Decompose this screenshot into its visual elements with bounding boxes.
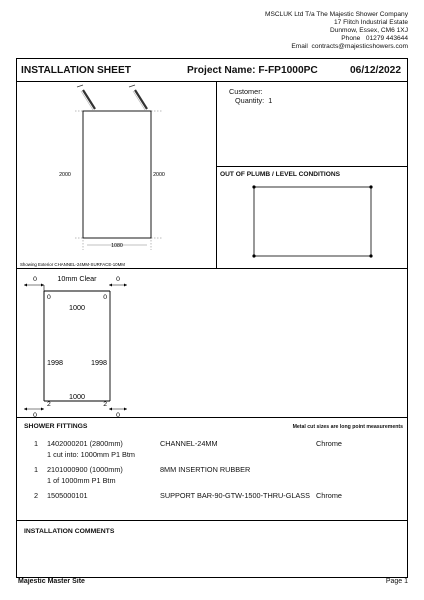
plumb-conditions-box <box>217 167 407 269</box>
fittings-title: SHOWER FITTINGS <box>24 423 88 430</box>
fitting-sub: 1 of 1000mm P1 Btm <box>47 476 116 485</box>
panel-height-right: 2000 <box>153 172 165 178</box>
arrow-head <box>109 408 112 411</box>
company-phone <box>265 35 408 43</box>
quantity-value: 1 <box>268 96 273 105</box>
fitting-qty: 2 <box>34 491 39 500</box>
company-details <box>265 11 408 51</box>
project-name: Project Name: F-FP1000PC <box>187 65 318 76</box>
footer-page: Page 1 <box>385 578 408 585</box>
fitting-qty: 1 <box>34 439 39 448</box>
sheet-title: INSTALLATION SHEET <box>21 65 131 76</box>
cut-inner-bottom-right: 2 <box>103 401 107 408</box>
plumb-corner-point <box>369 185 372 188</box>
fitting-qty: 1 <box>34 465 39 474</box>
fitting-desc: 8MM INSERTION RUBBER <box>160 465 251 474</box>
plumb-corner-point <box>252 185 255 188</box>
email-label: Email <box>291 43 308 50</box>
page-footer <box>18 578 408 590</box>
cut-top-left: 0 <box>33 276 37 283</box>
fitting-code: 2101000900 (1000mm) <box>47 465 123 474</box>
fitting-code: 1402000201 (2800mm) <box>47 439 123 448</box>
company-address-1: 17 Flitch Industrial Estate <box>333 19 408 26</box>
cut-diagram <box>17 269 407 418</box>
cut-right-height: 1998 <box>91 358 107 367</box>
comments-title: INSTALLATION COMMENTS <box>24 528 115 535</box>
cut-left-height: 1998 <box>47 358 63 367</box>
support-bar-icon <box>129 85 147 110</box>
fitting-sub: 1 cut into: 1000mm P1 Btm <box>47 450 136 459</box>
arrow-head <box>124 408 127 411</box>
plumb-outline <box>254 187 371 256</box>
support-bar-icon <box>77 85 95 110</box>
fitting-finish: Chrome <box>316 491 342 500</box>
drawing-caption: Showing Exterior CHANNEL-24MM-SURFACE-10MM <box>20 262 125 267</box>
arrow-head <box>24 408 27 411</box>
sheet-header <box>17 59 407 82</box>
cut-bottom-left: 0 <box>33 412 37 418</box>
plumb-title: OUT OF PLUMB / LEVEL CONDITIONS <box>220 171 341 178</box>
fitting-finish: Chrome <box>316 439 342 448</box>
cut-clear-label: 10mm Clear <box>57 274 97 283</box>
glass-panel-outline <box>83 111 151 238</box>
quantity-label: Quantity: <box>235 96 265 105</box>
cut-inner-top-right: 0 <box>103 294 107 301</box>
sheet-date: 06/12/2022 <box>350 65 401 76</box>
plumb-corner-point <box>369 254 372 257</box>
company-name: MSCLUK Ltd T/a The Majestic Shower Company <box>264 11 408 18</box>
email-link[interactable]: contracts@majesticshowers.com <box>311 43 408 50</box>
installation-sheet <box>16 58 408 578</box>
plumb-corner-point <box>252 254 255 257</box>
company-email <box>265 43 408 51</box>
customer-box <box>217 82 407 167</box>
fitting-desc: SUPPORT BAR-90-GTW-1500-THRU-GLASS <box>160 491 311 500</box>
plumb-diagram-svg <box>217 167 407 269</box>
cut-inner-top-left: 0 <box>47 294 51 301</box>
phone-label: Phone <box>341 35 361 42</box>
cut-bottom-right: 0 <box>116 412 120 418</box>
cut-bottom-width: 1000 <box>69 392 85 401</box>
phone-value: 01279 443644 <box>365 35 408 42</box>
panel-elevation-svg <box>17 82 217 269</box>
panel-width-bottom: 1080 <box>111 243 123 249</box>
panel-drawing <box>17 82 217 269</box>
cut-top-width: 1000 <box>69 303 85 312</box>
cut-diagram-svg <box>17 269 407 418</box>
panel-height-left: 2000 <box>59 172 71 178</box>
shower-fittings <box>17 418 407 521</box>
quantity-row <box>235 96 272 105</box>
cut-top-right: 0 <box>116 276 120 283</box>
fittings-note: Metal cut sizes are long point measurements <box>292 424 403 430</box>
cut-inner-bottom-left: 2 <box>47 401 51 408</box>
company-address-2: Dunmow, Essex, CM6 1XJ <box>329 27 408 34</box>
fitting-code: 1505000101 <box>47 491 88 500</box>
fitting-desc: CHANNEL-24MM <box>160 439 218 448</box>
arrow-head <box>41 408 44 411</box>
customer-label: Customer: <box>229 87 263 96</box>
footer-site: Majestic Master Site <box>18 578 85 585</box>
